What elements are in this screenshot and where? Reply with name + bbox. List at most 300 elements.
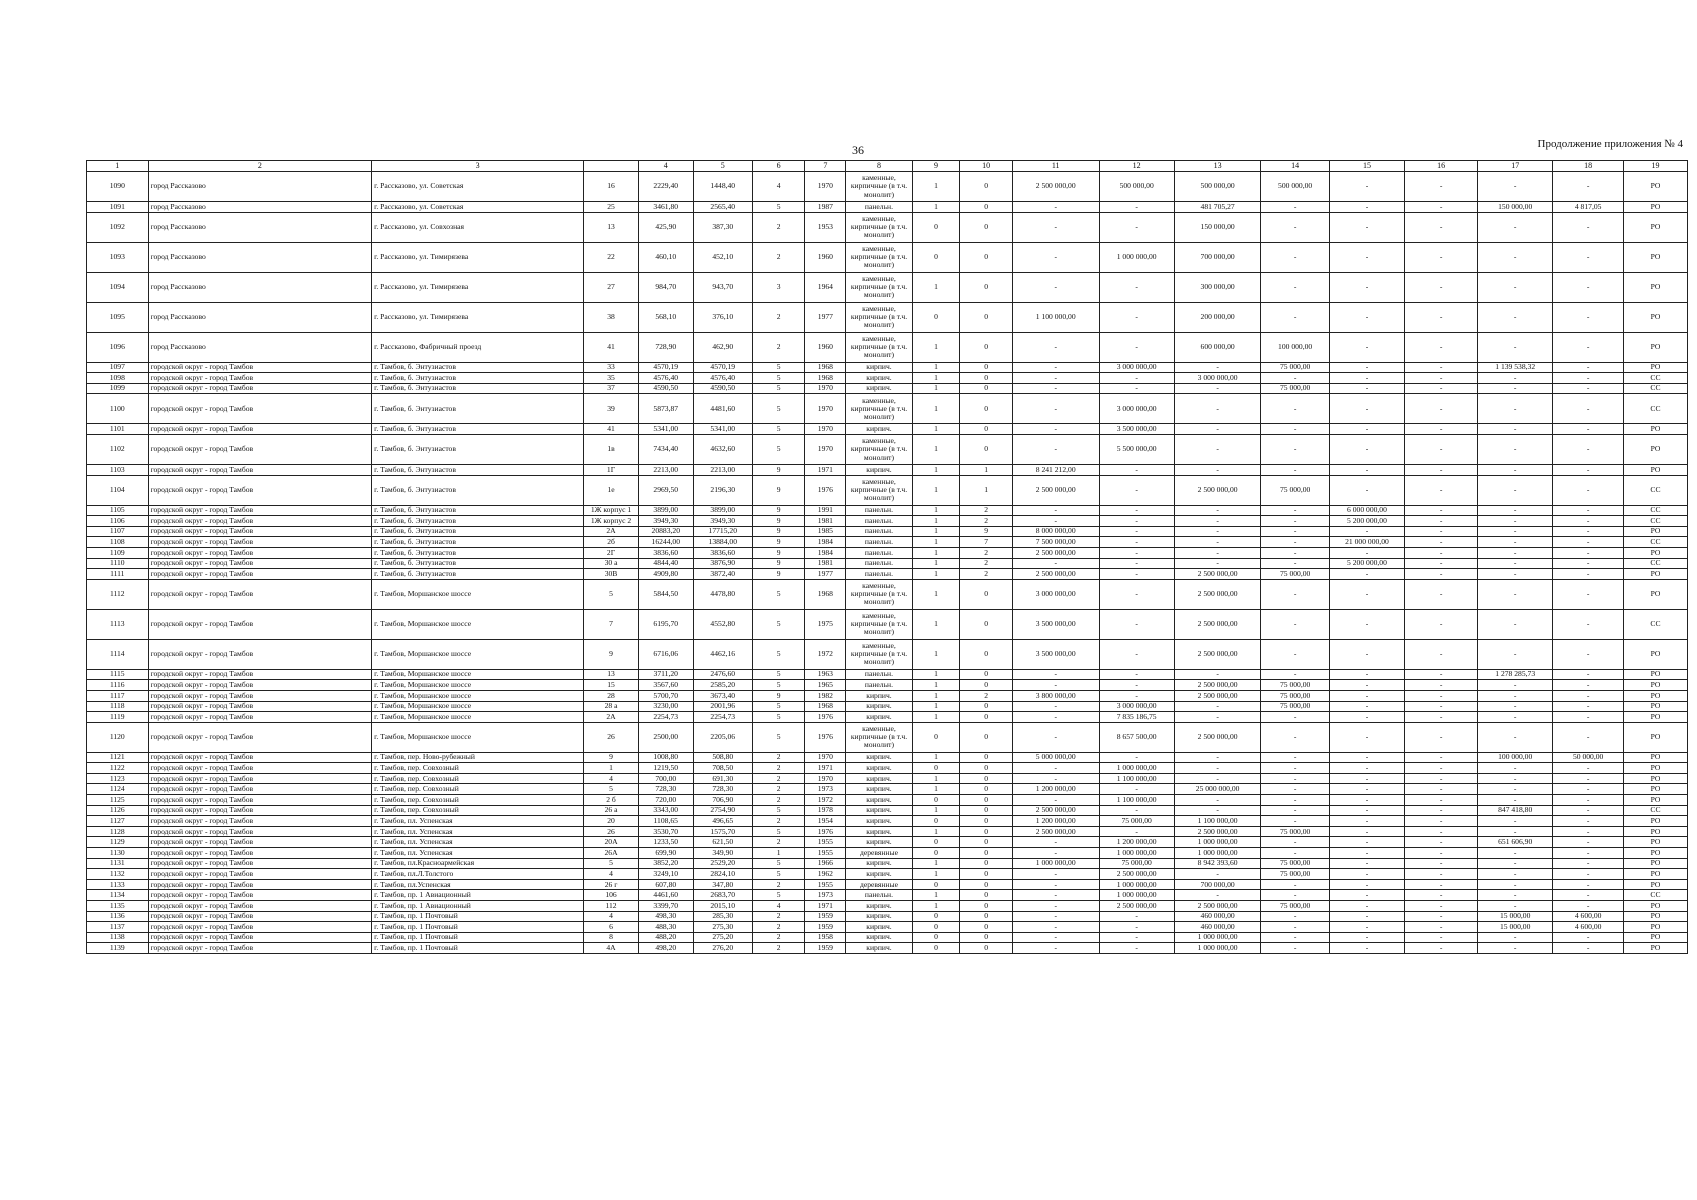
table-cell: РО <box>1624 547 1688 558</box>
table-cell: 1 <box>912 890 960 901</box>
table-cell: кирпич. <box>846 690 912 701</box>
table-cell: 26 а <box>584 805 639 816</box>
table-cell: - <box>1012 242 1099 272</box>
table-cell: 15 <box>584 680 639 691</box>
table-row <box>87 332 1688 362</box>
table-cell: 651 606,90 <box>1478 837 1553 848</box>
table-cell: г. Рассказово, Фабричный проезд <box>372 332 584 362</box>
table-cell: 2 <box>960 690 1012 701</box>
table-cell: 2 500 000,00 <box>1012 826 1099 837</box>
table-cell: - <box>1405 639 1478 669</box>
table-cell: - <box>1478 547 1553 558</box>
table-cell: 1954 <box>805 816 846 827</box>
table-cell: 2 500 000,00 <box>1174 680 1261 691</box>
table-cell: 2683,70 <box>693 890 752 901</box>
table-cell: 75 000,00 <box>1261 901 1329 912</box>
table-cell: 5 200 000,00 <box>1329 558 1404 569</box>
table-row <box>87 837 1688 848</box>
table-cell: 0 <box>960 394 1012 424</box>
table-cell: - <box>1478 434 1553 464</box>
table-cell: - <box>1099 558 1174 569</box>
table-cell: - <box>1329 394 1404 424</box>
table-cell: - <box>1405 763 1478 774</box>
table-cell: - <box>1405 212 1478 242</box>
table-cell: 5 <box>752 805 804 816</box>
table-row <box>87 609 1688 639</box>
table-cell: 0 <box>960 932 1012 943</box>
table-cell: - <box>1478 701 1553 712</box>
table-cell: 4576,40 <box>693 373 752 384</box>
table-row <box>87 690 1688 701</box>
table-cell: 0 <box>960 362 1012 373</box>
table-cell: 13 <box>584 669 639 680</box>
table-cell: 7 835 186,75 <box>1099 712 1174 723</box>
table-cell: - <box>1405 848 1478 859</box>
table-cell: 1972 <box>805 639 846 669</box>
table-cell: - <box>1329 639 1404 669</box>
table-cell: г. Тамбов, пл. Успенская <box>372 816 584 827</box>
table-cell: 1981 <box>805 516 846 527</box>
table-cell: - <box>1478 943 1553 954</box>
table-cell: 75 000,00 <box>1261 569 1329 580</box>
table-cell: - <box>1261 669 1329 680</box>
table-row <box>87 526 1688 537</box>
table-cell: 3 500 000,00 <box>1099 424 1174 435</box>
table-cell: г. Тамбов, Моршанское шоссе <box>372 701 584 712</box>
table-cell: 1 200 000,00 <box>1099 837 1174 848</box>
table-cell: г. Тамбов, пер. Совхозный <box>372 784 584 795</box>
table-cell: 9 <box>584 752 639 763</box>
table-cell: 1968 <box>805 701 846 712</box>
table-cell: 1 <box>912 569 960 580</box>
table-cell: 4 600,00 <box>1553 911 1624 922</box>
table-cell: 26А <box>584 848 639 859</box>
table-cell: - <box>1174 869 1261 880</box>
table-row <box>87 848 1688 859</box>
table-cell: городской округ - город Тамбов <box>148 558 372 569</box>
table-cell: - <box>1012 558 1099 569</box>
table-cell: 2824,10 <box>693 869 752 880</box>
table-cell: г. Рассказово, ул. Тимирязева <box>372 242 584 272</box>
table-cell: - <box>1478 172 1553 202</box>
table-row <box>87 302 1688 332</box>
table-cell: 2 <box>752 837 804 848</box>
table-cell: 1138 <box>87 932 149 943</box>
table-cell: городской округ - город Тамбов <box>148 579 372 609</box>
table-cell: 9 <box>752 558 804 569</box>
table-cell: - <box>1478 332 1553 362</box>
table-cell: 425,90 <box>638 212 693 242</box>
table-cell: 5 <box>752 639 804 669</box>
table-cell: - <box>1405 922 1478 933</box>
table-cell: - <box>1478 680 1553 691</box>
table-cell: панельн. <box>846 669 912 680</box>
table-cell: 3530,70 <box>638 826 693 837</box>
table-cell: 6716,06 <box>638 639 693 669</box>
table-cell: 35 <box>584 373 639 384</box>
table-cell: - <box>1261 784 1329 795</box>
table-cell: - <box>1478 464 1553 475</box>
table-cell: деревянные <box>846 848 912 859</box>
table-cell: 3899,00 <box>638 505 693 516</box>
column-header: 1 <box>87 161 149 172</box>
table-cell: 1 <box>912 558 960 569</box>
table-cell: кирпич. <box>846 362 912 373</box>
table-cell: городской округ - город Тамбов <box>148 763 372 774</box>
table-cell: 0 <box>960 609 1012 639</box>
table-cell: - <box>1405 475 1478 505</box>
table-cell: - <box>1553 547 1624 558</box>
table-cell: - <box>1012 669 1099 680</box>
column-header <box>584 161 639 172</box>
table-cell: 1 000 000,00 <box>1099 763 1174 774</box>
table-cell: - <box>1553 558 1624 569</box>
table-cell: 1114 <box>87 639 149 669</box>
table-cell: 1 <box>912 690 960 701</box>
table-cell: г. Тамбов, пер. Ново-рубежный <box>372 752 584 763</box>
table-cell: 1 000 000,00 <box>1099 848 1174 859</box>
table-cell: 1 <box>912 669 960 680</box>
table-cell: городской округ - город Тамбов <box>148 773 372 784</box>
table-cell: 0 <box>912 212 960 242</box>
table-cell: 1970 <box>805 383 846 394</box>
table-cell: - <box>1261 434 1329 464</box>
table-cell: 7 <box>960 537 1012 548</box>
table-cell: - <box>1329 302 1404 332</box>
page-number: 36 <box>852 143 864 157</box>
table-cell: - <box>1553 332 1624 362</box>
table-cell: - <box>1405 669 1478 680</box>
table-cell: - <box>1478 609 1553 639</box>
table-cell: 0 <box>912 837 960 848</box>
table-cell: - <box>1012 922 1099 933</box>
table-cell: 2969,50 <box>638 475 693 505</box>
table-cell: 1 <box>912 752 960 763</box>
table-cell: - <box>1012 516 1099 527</box>
table-cell: - <box>1405 434 1478 464</box>
table-cell: 1098 <box>87 373 149 384</box>
table-cell: 106 <box>584 890 639 901</box>
table-cell: г. Тамбов, б. Энтузиастов <box>372 558 584 569</box>
table-cell: 4481,60 <box>693 394 752 424</box>
table-cell: - <box>1329 172 1404 202</box>
table-cell: 1107 <box>87 526 149 537</box>
table-cell: РО <box>1624 837 1688 848</box>
table-cell: городской округ - город Тамбов <box>148 858 372 869</box>
table-cell: 4А <box>584 943 639 954</box>
table-cell: - <box>1099 202 1174 213</box>
table-cell: 1Ж корпус 2 <box>584 516 639 527</box>
table-cell: 9 <box>752 547 804 558</box>
table-cell: - <box>1099 579 1174 609</box>
table-cell: - <box>1405 712 1478 723</box>
table-cell: 1953 <box>805 212 846 242</box>
table-cell: 1973 <box>805 784 846 795</box>
table-cell: - <box>1174 763 1261 774</box>
table-cell: - <box>1553 858 1624 869</box>
table-cell: 2565,40 <box>693 202 752 213</box>
table-cell: 1976 <box>805 826 846 837</box>
table-cell: - <box>1329 869 1404 880</box>
table-cell: - <box>1012 424 1099 435</box>
table-cell: СС <box>1624 505 1688 516</box>
table-cell: каменные, кирпичные (в т.ч. монолит) <box>846 722 912 752</box>
table-cell: - <box>1329 332 1404 362</box>
table-cell: - <box>1405 464 1478 475</box>
table-cell: 6 <box>584 922 639 933</box>
table-cell: 1137 <box>87 922 149 933</box>
table-cell: каменные, кирпичные (в т.ч. монолит) <box>846 212 912 242</box>
table-cell: г. Тамбов, Моршанское шоссе <box>372 669 584 680</box>
table-cell: - <box>1478 505 1553 516</box>
table-cell: 1 <box>912 464 960 475</box>
table-cell: 9 <box>752 516 804 527</box>
table-cell: г. Тамбов, пр. 1 Авиационный <box>372 890 584 901</box>
table-row <box>87 869 1688 880</box>
table-cell: г. Тамбов, пр. 1 Почтовый <box>372 922 584 933</box>
table-cell: - <box>1261 639 1329 669</box>
table-cell: 1971 <box>805 464 846 475</box>
table-cell: 2 500 000,00 <box>1099 869 1174 880</box>
table-cell: - <box>1553 816 1624 827</box>
table-cell: 1093 <box>87 242 149 272</box>
table-cell: - <box>1478 272 1553 302</box>
table-cell: РО <box>1624 690 1688 701</box>
table-cell: 1099 <box>87 383 149 394</box>
table-cell: 1955 <box>805 879 846 890</box>
table-cell: 8 000 000,00 <box>1012 526 1099 537</box>
table-row <box>87 680 1688 691</box>
table-cell: городской округ - город Тамбов <box>148 890 372 901</box>
table-cell: 5 <box>752 869 804 880</box>
table-cell: - <box>1405 569 1478 580</box>
table-cell: 0 <box>960 373 1012 384</box>
table-cell: 7 <box>584 609 639 639</box>
table-cell: 2 500 000,00 <box>1174 826 1261 837</box>
table-cell: г. Тамбов, Моршанское шоссе <box>372 690 584 701</box>
table-cell: - <box>1405 394 1478 424</box>
table-cell: г. Тамбов, б. Энтузиастов <box>372 526 584 537</box>
table-cell: город Рассказово <box>148 212 372 242</box>
table-cell: каменные, кирпичные (в т.ч. монолит) <box>846 272 912 302</box>
table-cell: 2 500 000,00 <box>1174 475 1261 505</box>
table-cell: 8 <box>584 932 639 943</box>
table-cell: - <box>1012 911 1099 922</box>
table-cell: - <box>1405 773 1478 784</box>
table-cell: - <box>1553 773 1624 784</box>
table-cell: - <box>1099 569 1174 580</box>
table-cell: - <box>1099 680 1174 691</box>
table-cell: 5 <box>752 362 804 373</box>
table-cell: - <box>1174 394 1261 424</box>
table-cell: 1 <box>912 869 960 880</box>
table-cell: 1959 <box>805 943 846 954</box>
table-cell: 4 <box>752 172 804 202</box>
table-row <box>87 890 1688 901</box>
table-cell: 847 418,80 <box>1478 805 1553 816</box>
column-header: 13 <box>1174 161 1261 172</box>
table-cell: 1 <box>912 901 960 912</box>
table-cell: 2015,10 <box>693 901 752 912</box>
table-cell: 347,80 <box>693 879 752 890</box>
table-cell: - <box>1261 464 1329 475</box>
table-cell: - <box>1553 537 1624 548</box>
table-cell: 1 000 000,00 <box>1099 890 1174 901</box>
table-cell: - <box>1553 869 1624 880</box>
table-cell: 285,30 <box>693 911 752 922</box>
table-cell: - <box>1405 516 1478 527</box>
table-row <box>87 579 1688 609</box>
table-row <box>87 172 1688 202</box>
table-cell: 1 <box>912 547 960 558</box>
table-cell: - <box>1405 722 1478 752</box>
table-cell: 1965 <box>805 680 846 691</box>
table-cell: 5 <box>752 202 804 213</box>
table-cell: - <box>1174 505 1261 516</box>
table-cell: 1е <box>584 475 639 505</box>
table-cell: 2254,73 <box>638 712 693 723</box>
table-cell: городской округ - город Тамбов <box>148 505 372 516</box>
table-cell: 0 <box>960 805 1012 816</box>
table-cell: - <box>1553 362 1624 373</box>
table-cell: панельн. <box>846 558 912 569</box>
table-cell: 1139 <box>87 943 149 954</box>
table-cell: 5 200 000,00 <box>1329 516 1404 527</box>
column-header: 18 <box>1553 161 1624 172</box>
table-cell: - <box>1174 773 1261 784</box>
table-cell: РО <box>1624 434 1688 464</box>
table-cell: 2 <box>752 879 804 890</box>
table-cell: 20 <box>584 816 639 827</box>
table-cell: - <box>1261 394 1329 424</box>
table-cell: 5 <box>752 890 804 901</box>
table-cell: РО <box>1624 869 1688 880</box>
table-cell: РО <box>1624 901 1688 912</box>
table-row <box>87 424 1688 435</box>
table-cell: - <box>1405 752 1478 763</box>
table-cell: - <box>1478 383 1553 394</box>
table-cell: - <box>1329 826 1404 837</box>
table-cell: - <box>1261 795 1329 806</box>
table-cell: 1984 <box>805 547 846 558</box>
table-cell: 1111 <box>87 569 149 580</box>
table-cell: 75 000,00 <box>1099 858 1174 869</box>
table-cell: - <box>1261 505 1329 516</box>
table-row <box>87 805 1688 816</box>
table-cell: 1968 <box>805 373 846 384</box>
table-cell: 2 500 000,00 <box>1099 901 1174 912</box>
table-cell: 1 <box>912 202 960 213</box>
table-cell: - <box>1012 202 1099 213</box>
table-row <box>87 373 1688 384</box>
table-cell: 75 000,00 <box>1099 816 1174 827</box>
table-cell: - <box>1405 690 1478 701</box>
table-cell: 1090 <box>87 172 149 202</box>
table-cell: - <box>1012 837 1099 848</box>
table-cell: 28 а <box>584 701 639 712</box>
table-cell: - <box>1012 901 1099 912</box>
table-cell: 300 000,00 <box>1174 272 1261 302</box>
table-cell: - <box>1329 242 1404 272</box>
table-cell: - <box>1478 869 1553 880</box>
table-cell: СС <box>1624 373 1688 384</box>
table-cell: - <box>1261 212 1329 242</box>
column-header: 3 <box>372 161 584 172</box>
table-cell: - <box>1261 272 1329 302</box>
table-cell: - <box>1261 547 1329 558</box>
table-cell: - <box>1329 475 1404 505</box>
table-cell: - <box>1329 212 1404 242</box>
table-cell: - <box>1012 373 1099 384</box>
table-cell: - <box>1405 558 1478 569</box>
table-row <box>87 505 1688 516</box>
table-cell: 1970 <box>805 394 846 424</box>
table-cell: 496,65 <box>693 816 752 827</box>
table-cell: 26 <box>584 722 639 752</box>
table-cell: 1091 <box>87 202 149 213</box>
table-cell: - <box>1329 752 1404 763</box>
table-cell: РО <box>1624 795 1688 806</box>
table-cell: кирпич. <box>846 701 912 712</box>
table-cell: 1131 <box>87 858 149 869</box>
table-cell: панельн. <box>846 505 912 516</box>
table-cell: - <box>1174 701 1261 712</box>
table-cell: городской округ - город Тамбов <box>148 712 372 723</box>
table-cell: 3343,00 <box>638 805 693 816</box>
table-cell: РО <box>1624 302 1688 332</box>
table-cell: 2 <box>752 911 804 922</box>
table-cell: каменные, кирпичные (в т.ч. монолит) <box>846 639 912 669</box>
table-cell: 3249,10 <box>638 869 693 880</box>
table-cell: 1970 <box>805 752 846 763</box>
table-cell: городской округ - город Тамбов <box>148 526 372 537</box>
table-cell: - <box>1553 669 1624 680</box>
table-cell: - <box>1405 609 1478 639</box>
table-cell: 1 <box>912 537 960 548</box>
table-cell: - <box>1012 795 1099 806</box>
table-cell: 728,90 <box>638 332 693 362</box>
column-header: 2 <box>148 161 372 172</box>
table-cell: - <box>1099 669 1174 680</box>
table-cell: г. Рассказово, ул. Тимирязева <box>372 272 584 302</box>
table-cell: - <box>1329 763 1404 774</box>
table-cell: - <box>1329 609 1404 639</box>
table-cell: 9 <box>752 464 804 475</box>
table-cell: - <box>1261 943 1329 954</box>
table-cell: РО <box>1624 701 1688 712</box>
table-cell: 33 <box>584 362 639 373</box>
table-row <box>87 712 1688 723</box>
table-cell: 1977 <box>805 569 846 580</box>
table-cell: 75 000,00 <box>1261 869 1329 880</box>
table-cell: 508,80 <box>693 752 752 763</box>
table-cell: - <box>1405 837 1478 848</box>
table-cell: - <box>1174 795 1261 806</box>
table-cell: - <box>1329 272 1404 302</box>
table-cell: 1 139 538,32 <box>1478 362 1553 373</box>
table-cell: 1112 <box>87 579 149 609</box>
table-cell: - <box>1261 848 1329 859</box>
table-cell: г. Тамбов, б. Энтузиастов <box>372 547 584 558</box>
table-cell: 0 <box>960 752 1012 763</box>
table-cell: 3 000 000,00 <box>1099 394 1174 424</box>
table-cell: 0 <box>960 911 1012 922</box>
table-cell: 0 <box>912 795 960 806</box>
table-cell: РО <box>1624 722 1688 752</box>
table-cell: городской округ - город Тамбов <box>148 911 372 922</box>
table-cell: кирпич. <box>846 922 912 933</box>
table-cell: - <box>1261 242 1329 272</box>
